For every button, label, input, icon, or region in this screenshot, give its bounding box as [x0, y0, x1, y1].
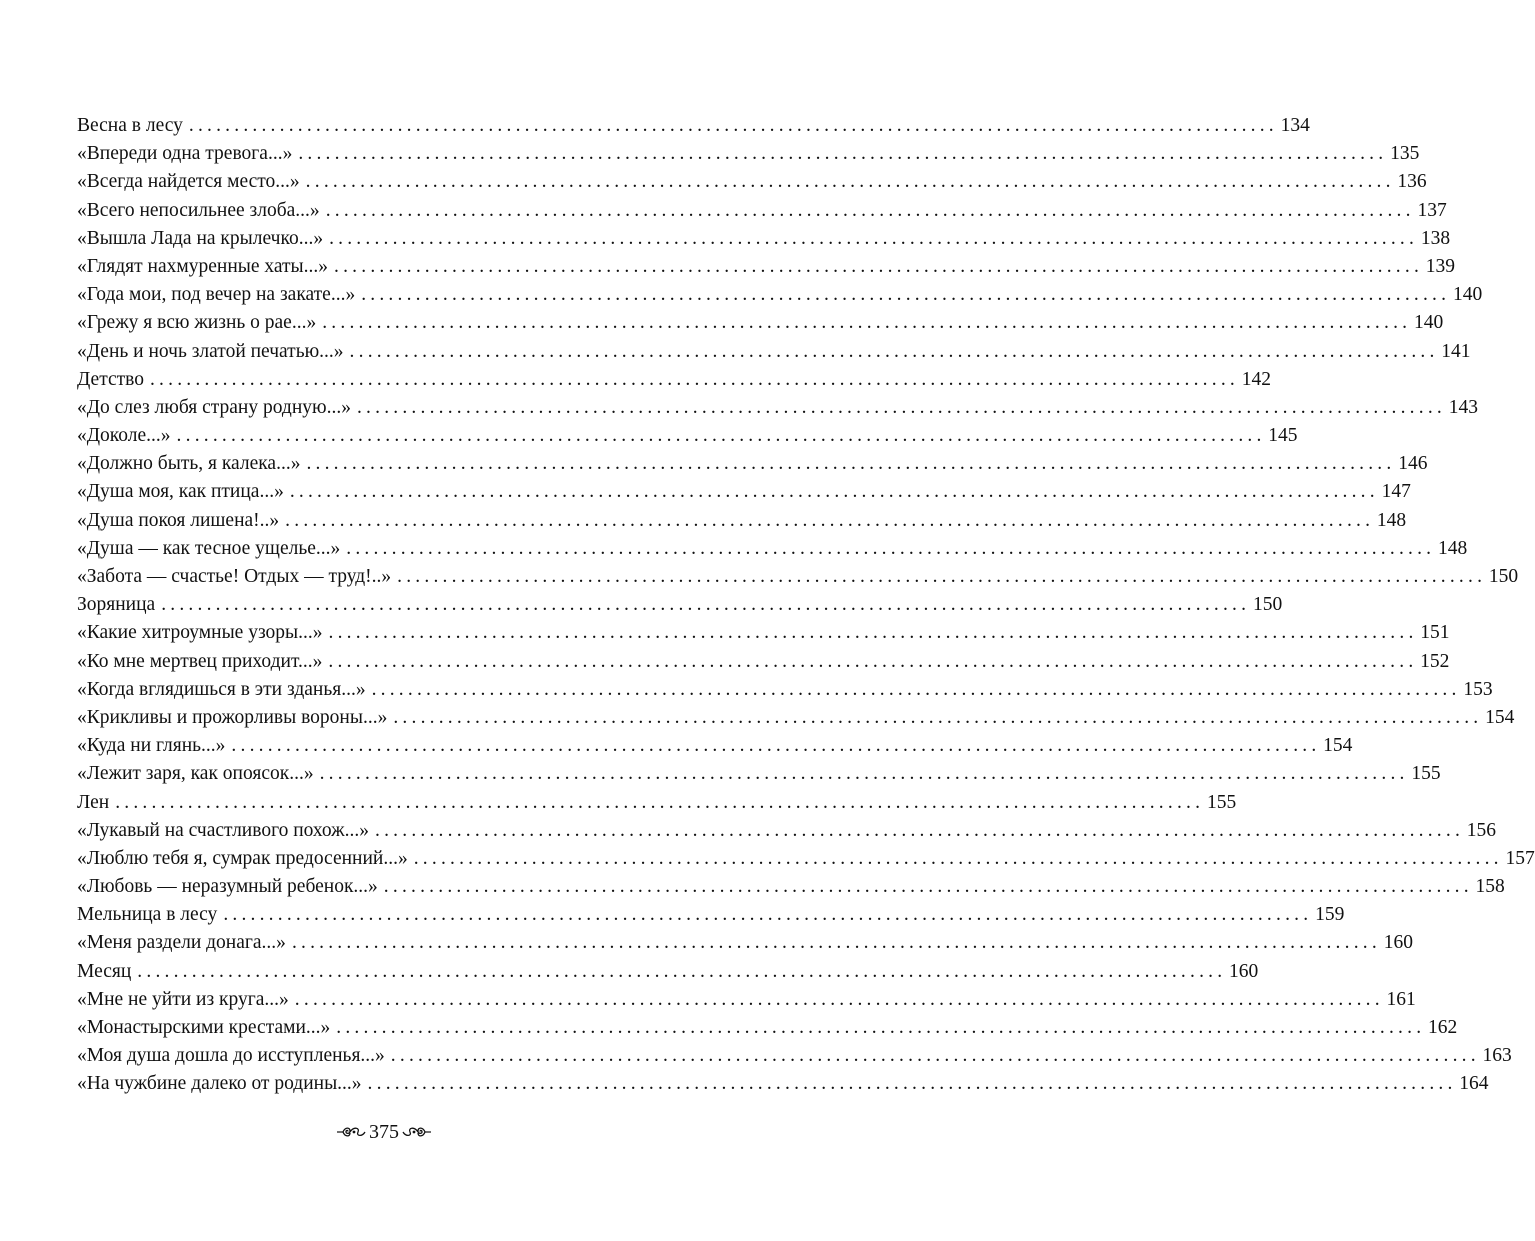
toc-entry	[77, 1042, 1512, 1070]
toc-leader-dots: ........................................................................................................................	[334, 255, 1424, 277]
toc-entry	[77, 140, 1420, 168]
toc-entry-title: Месяц	[77, 958, 137, 986]
toc-entry	[77, 197, 1447, 225]
toc-entry	[77, 450, 1428, 478]
toc-leader-dots: ........................................................................................................................	[306, 453, 1396, 475]
toc-entry	[77, 817, 1497, 845]
toc-entry	[77, 929, 1413, 957]
toc-leader-dots: ........................................................................................................................	[397, 566, 1487, 587]
toc-entry-page: 135	[1390, 143, 1420, 165]
toc-entry	[77, 253, 1456, 281]
toc-entry-title: «Всегда найдется место...»	[77, 168, 306, 196]
toc-entry-page: 145	[1268, 425, 1298, 447]
toc-leader-dots: ........................................................................................................................	[291, 932, 1381, 954]
toc-leader-dots: ........................................................................................................................	[161, 594, 1251, 616]
toc-entry	[77, 366, 1271, 394]
toc-leader-dots: ........................................................................................................................	[294, 988, 1384, 1010]
toc-entry-page: 143	[1448, 396, 1478, 418]
toc-leader-dots: ........................................................................................................................	[322, 312, 1412, 334]
toc-entry-title: «Когда вглядишься в эти зданья...»	[77, 676, 372, 704]
toc-entry-title: «Люблю тебя я, сумрак предосенний...»	[77, 845, 414, 873]
toc-entry	[77, 619, 1450, 647]
toc-leader-dots: ........................................................................................................................	[137, 960, 1227, 982]
toc-leader-dots: ........................................................................................................................	[356, 396, 1446, 418]
toc-entry-title: «Душа покоя лишена!..»	[77, 507, 285, 535]
toc-leader-dots: ........................................................................................................................	[367, 1073, 1457, 1095]
toc-entry	[77, 732, 1353, 760]
toc-entry	[77, 168, 1427, 196]
toc-entry-page: 162	[1428, 1017, 1458, 1038]
toc-entry-page: 164	[1459, 1073, 1489, 1095]
toc-entry-title: Зоряница	[77, 591, 161, 619]
toc-leader-dots: ........................................................................................................................	[223, 904, 1313, 926]
toc-entry-title: «Забота — счастье! Отдых — труд!..»	[77, 563, 397, 591]
toc-entry-page: 140	[1452, 284, 1483, 306]
toc-entry	[77, 394, 1478, 422]
toc-entry-title: «Ко мне мертвец приходит...»	[77, 648, 328, 676]
toc-entry	[77, 760, 1441, 788]
toc-leader-dots: ........................................................................................................................	[289, 481, 1379, 503]
toc-entry-title: «Куда ни глянь...»	[77, 732, 231, 760]
toc-entry-title: «Года мои, под вечер на закате...»	[77, 281, 361, 309]
page-number: 375	[369, 1121, 399, 1143]
toc-entry-title: «Какие хитроумные узоры...»	[77, 619, 329, 647]
toc-entry-page: 148	[1376, 509, 1407, 531]
toc-entry-page: 148	[1438, 537, 1468, 559]
toc-leader-dots: ........................................................................................................................	[346, 537, 1436, 559]
toc-entry-title: «Доколе...»	[77, 422, 177, 450]
toc-entry-page: 154	[1323, 735, 1353, 757]
toc-entry	[77, 591, 1283, 619]
toc-entry-page: 152	[1420, 650, 1450, 672]
toc-leader-dots: ........................................................................................................................	[149, 368, 1239, 390]
toc-entry-page: 136	[1397, 171, 1427, 193]
toc-leader-dots: ........................................................................................................................	[361, 284, 1451, 306]
toc-leader-dots: ........................................................................................................................	[349, 340, 1439, 362]
toc-entry-title: Мельница в лесу	[77, 901, 223, 929]
toc-entry-title: «Впереди одна тревога...»	[77, 140, 298, 168]
toc-entry-page: 155	[1411, 763, 1441, 785]
toc-entry	[77, 789, 1237, 817]
toc-entry-page: 159	[1315, 904, 1345, 926]
toc-entry	[77, 535, 1468, 563]
toc-entry	[77, 281, 1483, 309]
toc-entry	[77, 225, 1451, 253]
toc-entry-title: «Глядят нахмуренные хаты...»	[77, 253, 334, 281]
toc-leader-dots: ........................................................................................................................	[115, 791, 1205, 813]
toc-leader-dots: ........................................................................................................................	[383, 876, 1473, 898]
toc-entry	[77, 901, 1345, 929]
flourish-ornament-icon	[402, 1124, 432, 1140]
toc-entry-title: «Крикливы и прожорливы вороны...»	[77, 704, 393, 732]
toc-leader-dots: ........................................................................................................................	[328, 622, 1418, 644]
flourish-ornament-icon	[336, 1124, 366, 1140]
toc-entry-title: «Всего непосильнее злоба...»	[77, 197, 326, 225]
toc-entry-page: 134	[1280, 115, 1310, 136]
toc-entry	[77, 478, 1411, 506]
toc-entry-page: 142	[1241, 368, 1271, 390]
toc-entry-title: «День и ночь златой печатью...»	[77, 338, 350, 366]
toc-leader-dots: ........................................................................................................................	[319, 763, 1409, 785]
toc-entry-title: «Мне не уйти из круга...»	[77, 986, 295, 1014]
toc-leader-dots: ........................................................................................................................	[231, 735, 1321, 757]
toc-leader-dots: ........................................................................................................................	[375, 819, 1465, 841]
toc-leader-dots: ........................................................................................................................	[336, 1017, 1426, 1038]
toc-entry-page: 156	[1466, 819, 1497, 841]
toc-entry	[77, 112, 1310, 140]
toc-entry-page: 153	[1463, 678, 1493, 700]
toc-entry-page: 137	[1417, 199, 1447, 221]
toc-entry-title: «Монастырскими крестами...»	[77, 1014, 336, 1042]
toc-leader-dots: ........................................................................................................................	[305, 171, 1395, 193]
toc-entry-page: 150	[1488, 566, 1519, 587]
page-footer	[0, 1120, 768, 1144]
toc-entry	[77, 648, 1450, 676]
toc-entry-title: Детство	[77, 366, 150, 394]
toc-leader-dots: ........................................................................................................................	[325, 199, 1415, 221]
toc-leader-dots: ........................................................................................................................	[390, 1045, 1480, 1067]
toc-leader-dots: ........................................................................................................................	[371, 678, 1461, 700]
toc-entry-title: «До слез любя страну родную...»	[77, 394, 357, 422]
toc-entry	[77, 338, 1471, 366]
toc-entry-page: 139	[1425, 255, 1456, 277]
toc-entry	[77, 845, 1535, 873]
toc-entry-title: «Душа — как тесное ущелье...»	[77, 535, 346, 563]
toc-entry	[77, 1070, 1489, 1098]
toc-entry-page: 150	[1252, 594, 1283, 616]
toc-entry-title: «Моя душа дошла до исступленья...»	[77, 1042, 391, 1070]
toc-entry-title: «Душа моя, как птица...»	[77, 478, 290, 506]
toc-leader-dots: ........................................................................................................................	[188, 115, 1278, 136]
toc-entry-page: 163	[1482, 1045, 1512, 1067]
toc-entry-title: Лен	[77, 789, 115, 817]
toc-leader-dots: ........................................................................................................................	[176, 425, 1266, 447]
toc-entry-title: «Вышла Лада на крылечко...»	[77, 225, 329, 253]
toc-entry-page: 146	[1398, 453, 1428, 475]
toc-entry-page: 158	[1475, 876, 1505, 898]
toc-entry-page: 151	[1420, 622, 1450, 644]
toc-entry-title: Весна в лесу	[77, 112, 189, 140]
toc-entry-page: 161	[1386, 988, 1416, 1010]
toc-entry	[77, 873, 1505, 901]
toc-entry-title: «Должно быть, я калека...»	[77, 450, 306, 478]
toc-entry	[77, 563, 1519, 591]
toc-entry	[77, 986, 1416, 1014]
toc-entry	[77, 676, 1493, 704]
toc-entry-page: 160	[1383, 932, 1413, 954]
toc-entry-page: 157	[1505, 847, 1535, 869]
toc-entry-page: 141	[1441, 340, 1471, 362]
toc-entry-title: «Меня раздели донага...»	[77, 929, 292, 957]
table-of-contents	[77, 112, 1535, 1099]
toc-entry	[77, 422, 1298, 450]
toc-leader-dots: ........................................................................................................................	[298, 143, 1388, 165]
toc-entry	[77, 1014, 1458, 1042]
toc-entry-title: «Любовь — неразумный ребенок...»	[77, 873, 384, 901]
toc-entry-page: 154	[1485, 706, 1515, 728]
toc-entry	[77, 507, 1407, 535]
toc-entry-page: 160	[1229, 960, 1259, 982]
toc-entry-title: «На чужбине далеко от родины...»	[77, 1070, 368, 1098]
toc-leader-dots: ........................................................................................................................	[328, 650, 1418, 672]
toc-leader-dots: ........................................................................................................................	[393, 706, 1483, 728]
toc-leader-dots: ........................................................................................................................	[329, 227, 1419, 249]
toc-entry	[77, 958, 1259, 986]
toc-entry-title: «Грежу я всю жизнь о рае...»	[77, 309, 322, 337]
toc-leader-dots: ........................................................................................................................	[413, 847, 1503, 869]
toc-entry-page: 155	[1206, 791, 1237, 813]
toc-entry-page: 140	[1413, 312, 1444, 334]
toc-entry-title: «Лукавый на счастливого похож...»	[77, 817, 375, 845]
toc-entry-page: 147	[1381, 481, 1411, 503]
toc-entry	[77, 309, 1444, 337]
toc-entry-page: 138	[1420, 227, 1451, 249]
toc-entry	[77, 704, 1515, 732]
toc-entry-title: «Лежит заря, как опоясок...»	[77, 760, 320, 788]
toc-leader-dots: ........................................................................................................................	[285, 509, 1375, 531]
